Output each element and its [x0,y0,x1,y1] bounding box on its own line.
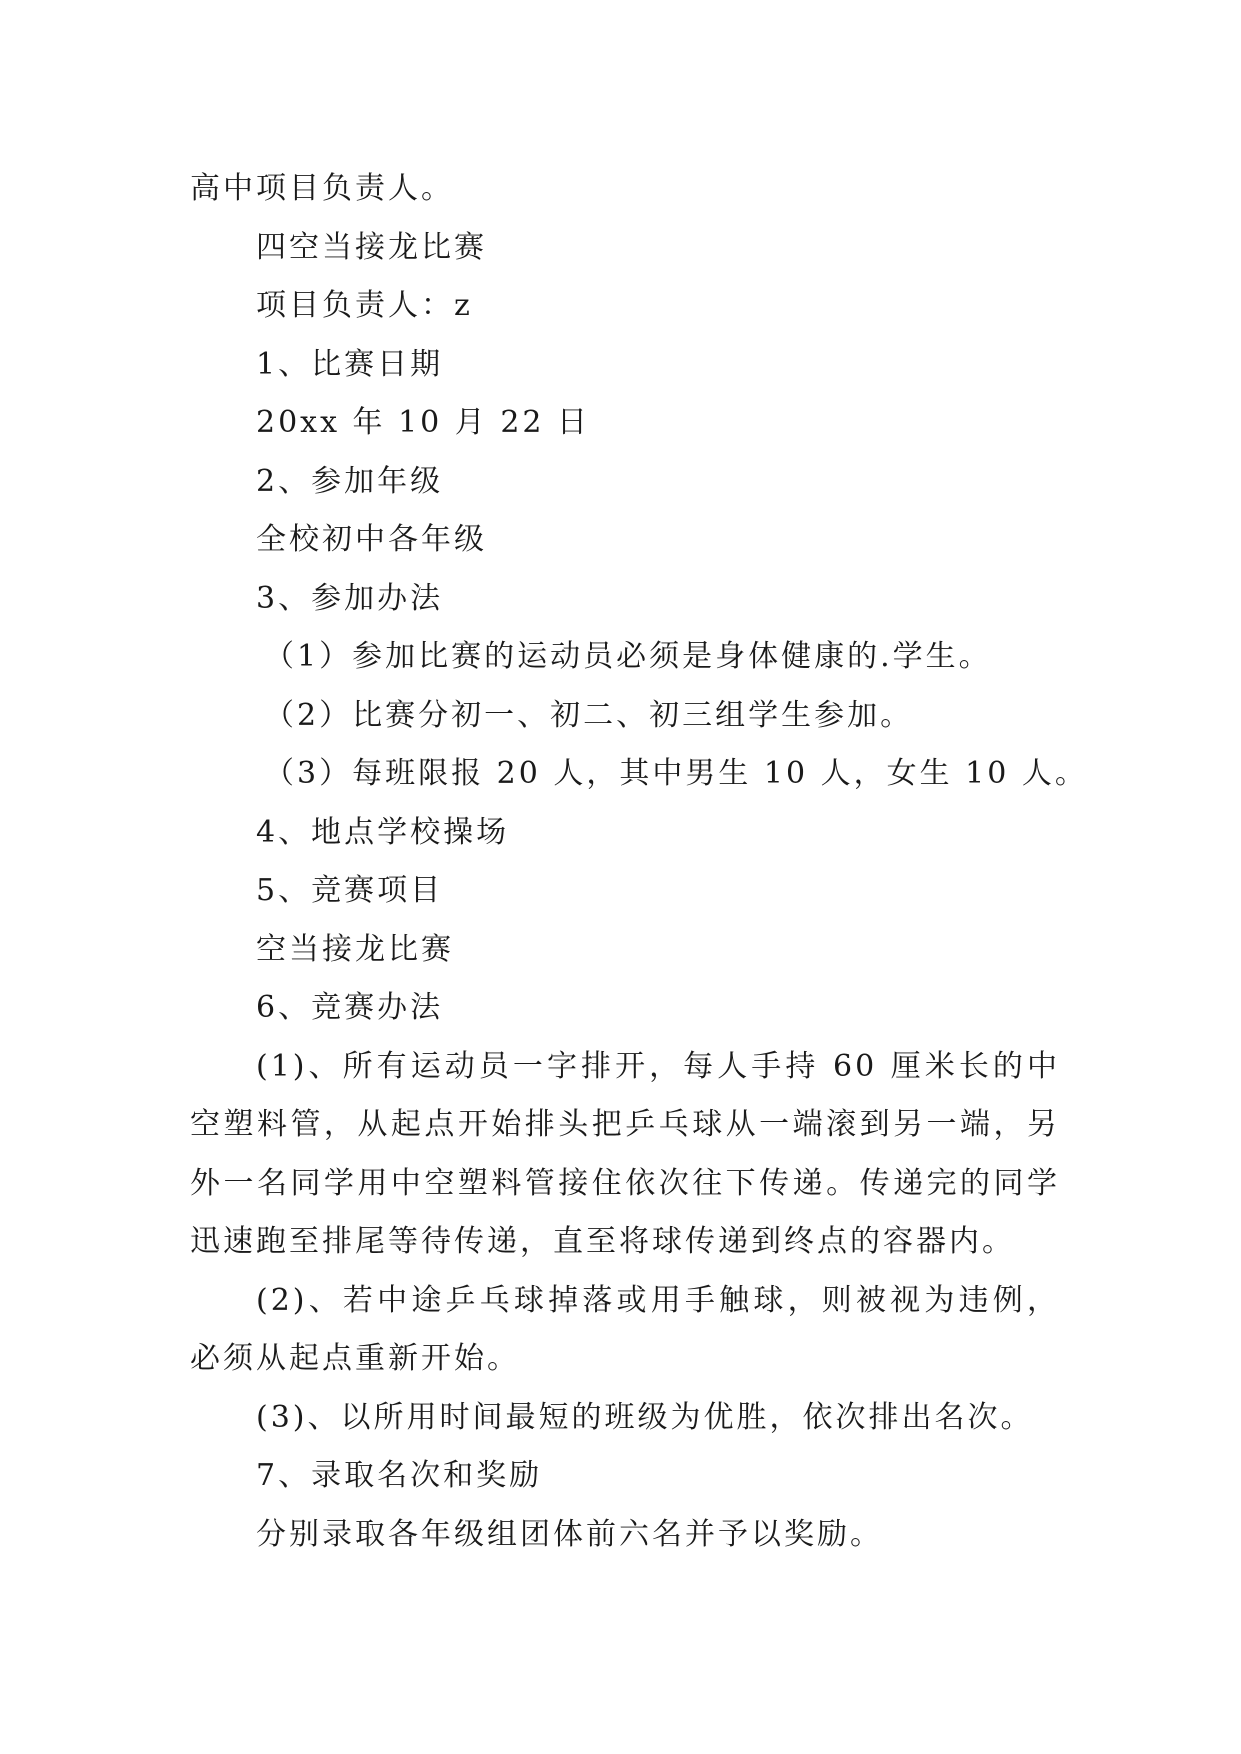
text-line: （1）参加比赛的运动员必须是身体健康的.学生。 [264,639,992,674]
text-line: 分别录取各年级组团体前六名并予以奖励。 [256,1516,883,1552]
item-heading: 3、参加办法 [256,580,444,616]
section-heading: 四空当接龙比赛 [256,229,487,265]
item-heading: 5、竞赛项目 [256,873,444,908]
item-heading: 7、录取名次和奖励 [256,1458,543,1493]
rule-paragraph-2 [190,1272,1060,1389]
document-body [190,160,1088,1564]
paragraph-text: (2)、若中途乒乓球掉落或用手触球，则被视为违例，必须从起点重新开始。 [190,1282,1060,1376]
text-line: 高中项目负责人。 [190,171,454,206]
text-line: 项目负责人：z [256,288,473,323]
paragraph-text: (1)、所有运动员一字排开，每人手持 60 厘米长的中空塑料管，从起点开始排头把乒乓球从一端滚到另一端，另外一名同学用中空塑料管接住依次往下传递。传递完的同学迅速跑至排尾等待传递，直至将球传递到终点的容器内。 [190,1048,1060,1259]
text-line: （2）比赛分初一、初二、初三组学生参加。 [264,697,914,733]
text-line: 20xx 年 10 月 22 日 [256,405,591,440]
rule-paragraph-1 [190,1038,1060,1272]
item-heading: 6、竞赛办法 [256,990,444,1025]
item-heading: 4、地点学校操场 [256,814,510,850]
item-heading: 2、参加年级 [256,463,444,499]
text-line: 空当接龙比赛 [256,931,454,967]
text-line: 全校初中各年级 [256,522,487,557]
item-heading: 1、比赛日期 [256,346,444,382]
text-line: (3)、以所用时间最短的班级为优胜，依次排出名次。 [256,1399,1034,1435]
text-line: （3）每班限报 20 人，其中男生 10 人，女生 10 人。 [264,756,1088,791]
